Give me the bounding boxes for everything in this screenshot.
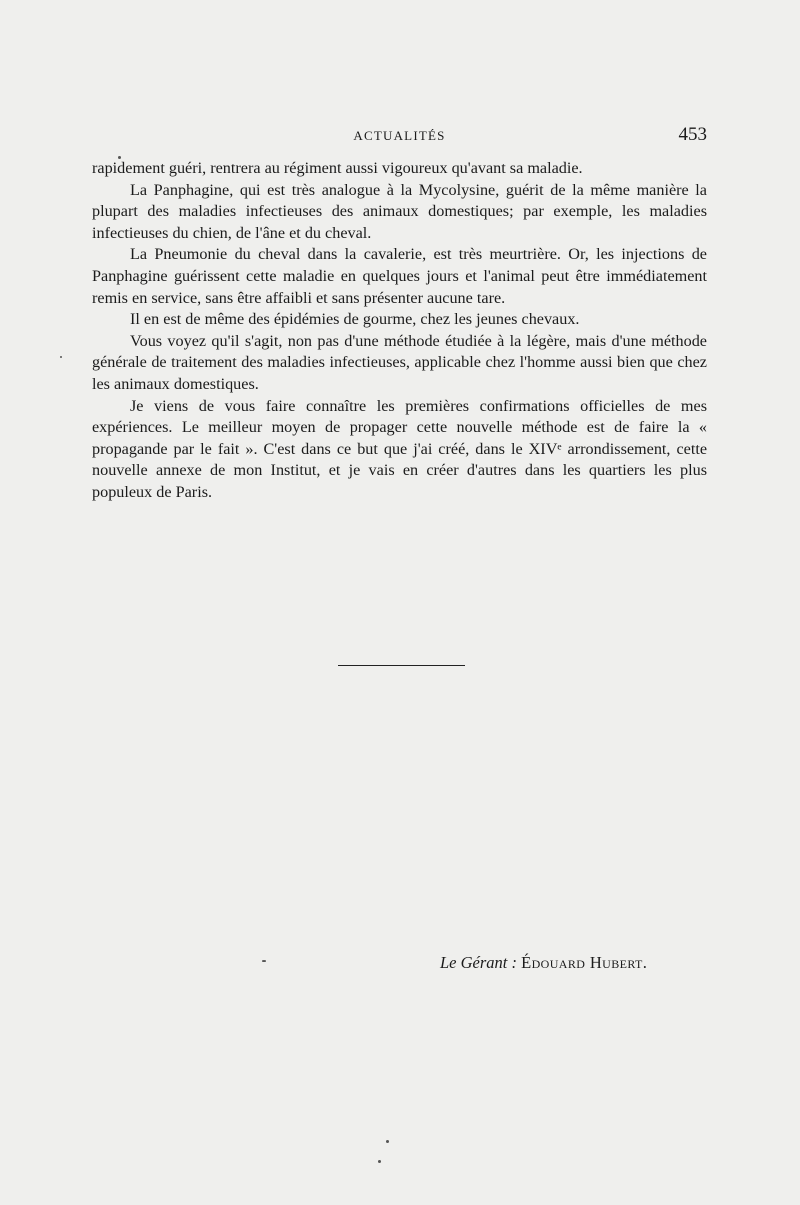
print-speck [262,960,266,962]
page-number: 453 [678,124,707,145]
print-speck [118,156,121,159]
signature-line [440,953,647,973]
paragraph-methode: Vous voyez qu'il s'agit, non pas d'une méthode étudiée à la légère, mais d'une méthode générale de traitement des maladies infectieuses, applicable chez l'homme aussi bien que chez les animaux domestiques. [92,331,707,393]
running-header [92,124,707,150]
signature-name: Édouard Hubert. [521,953,648,972]
signature-label: Le Gérant : [440,953,517,972]
section-divider-rule [338,665,465,666]
running-title: ACTUALITÉS [353,128,446,143]
paragraph-confirmations: Je viens de vous faire connaître les premières confirmations officielles de mes expériences. Le meilleur moyen de propager cette nouvelle méthode est de faire la « propagande par le fait ». C'est dans ce but que j'ai créé, dans le XIVᵉ arrondissement, cette nouvelle annexe de mon Institut, et je vais en créer d'autres dans les quartiers les plus populeux de Paris. [92,396,707,501]
paragraph-continuation: rapidement guéri, rentrera au régiment aussi vigoureux qu'avant sa maladie. [92,159,583,177]
body-text [92,158,707,504]
print-speck [60,356,62,358]
paragraph-panphagine: La Panphagine, qui est très analogue à la Mycolysine, guérit de la même manière la plupart des maladies infectieuses des animaux domestiques; par exemple, les maladies infectieuses du chien, de l'âne et du cheval. [92,180,707,242]
print-speck [386,1140,389,1143]
print-speck [378,1160,381,1163]
paragraph-pneumonie: La Pneumonie du cheval dans la cavalerie, est très meurtrière. Or, les injections de Panphagine guérissent cette maladie en quelques jours et l'animal peut être immédiatement remis en service, sans être affaibli et sans présenter aucune tare. [92,245,707,307]
paragraph-gourme: Il en est de même des épidémies de gourme, chez les jeunes chevaux. [130,310,580,329]
